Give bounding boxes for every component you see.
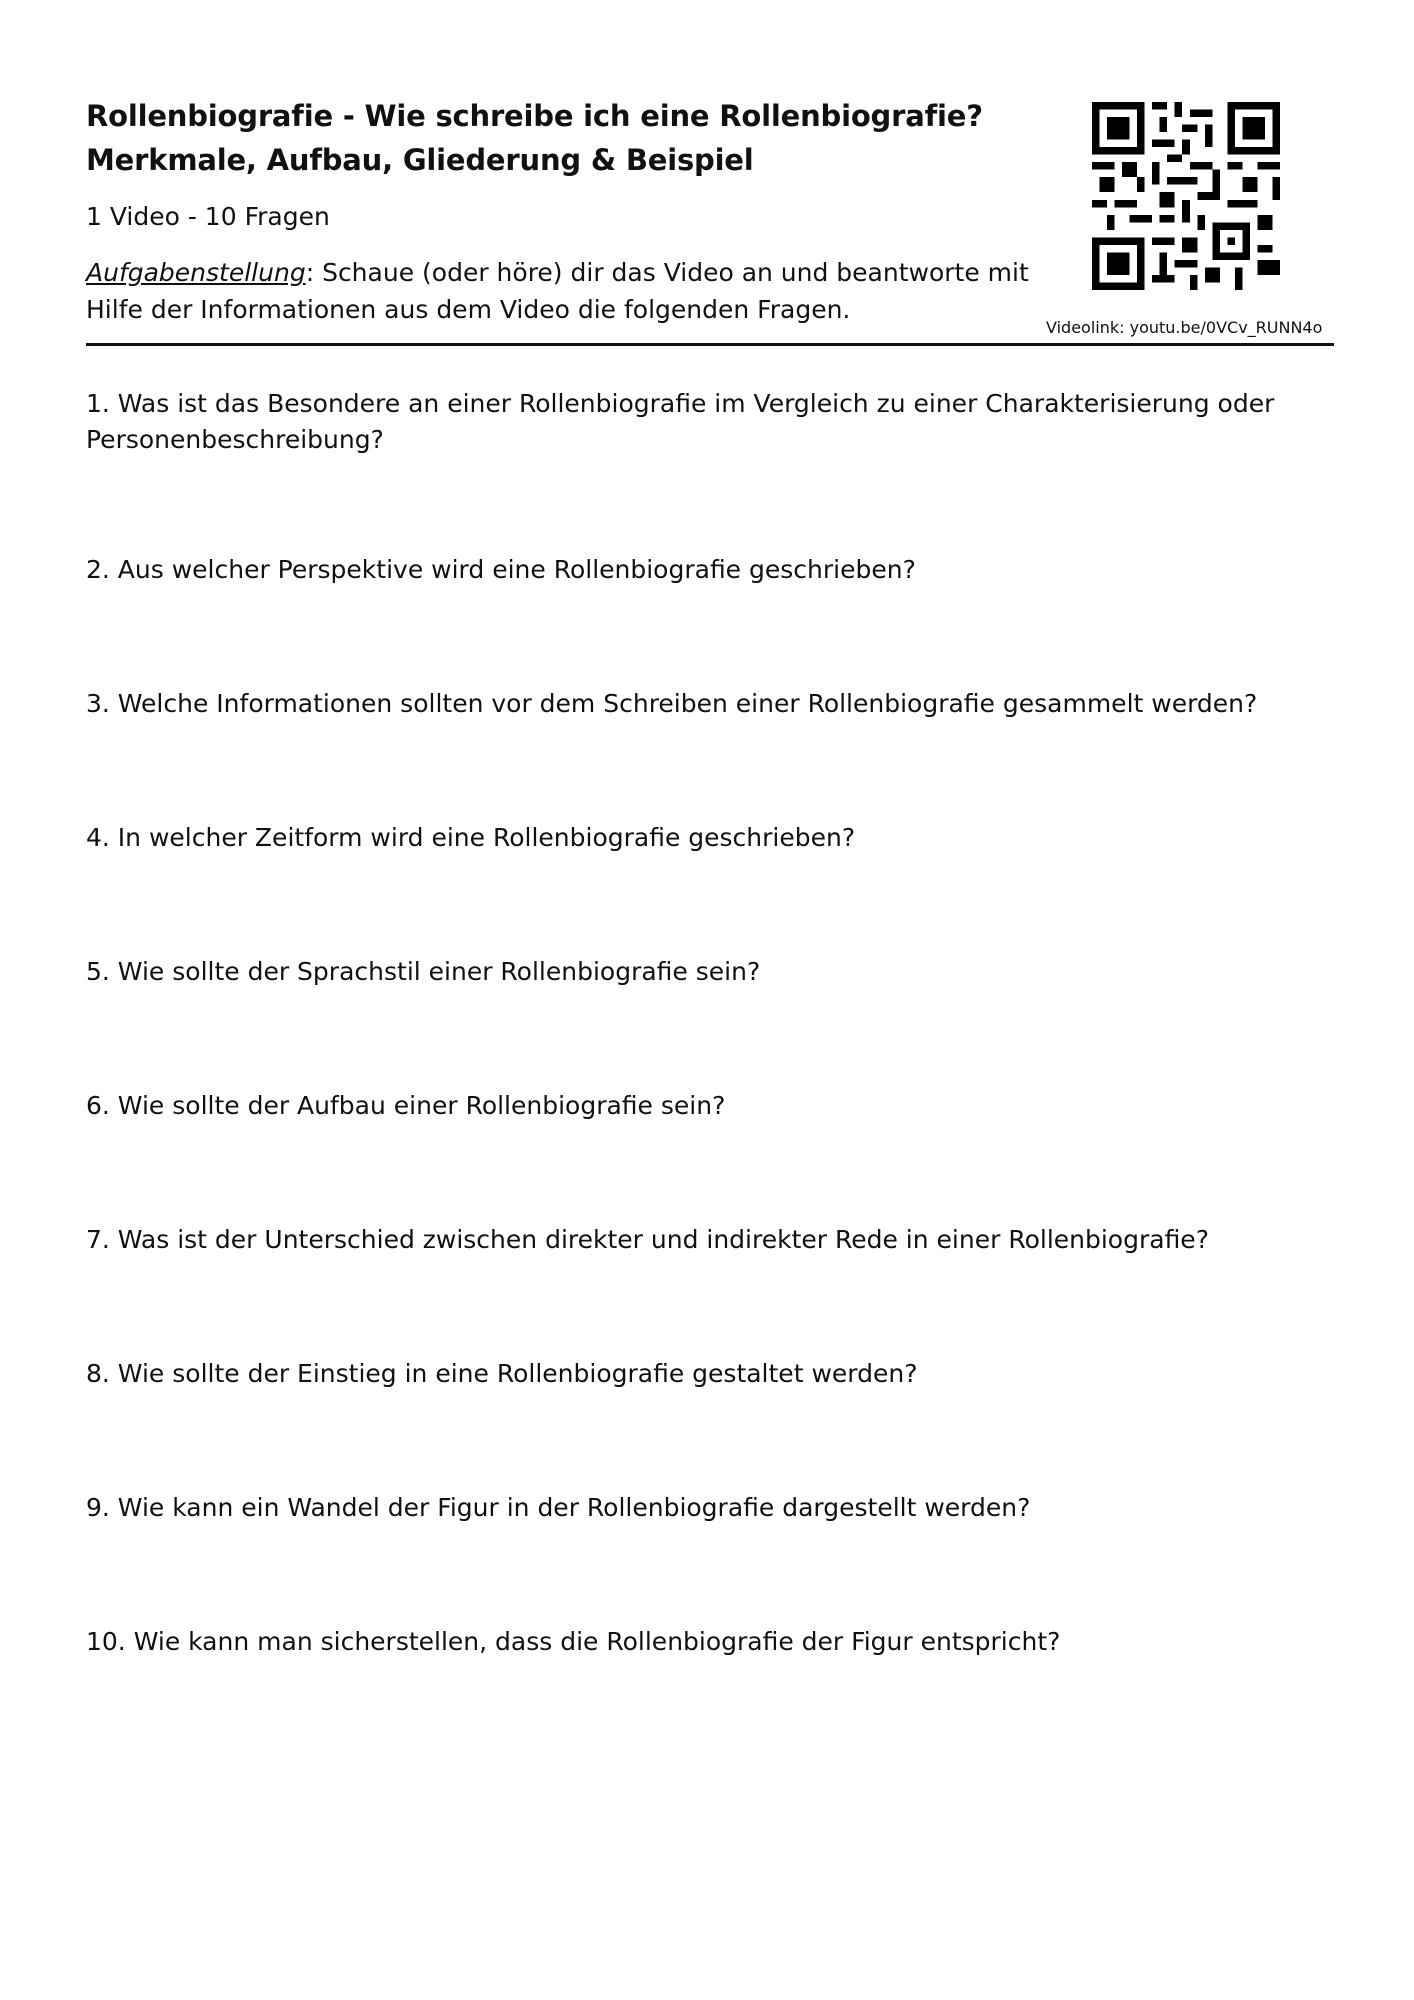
worksheet-title-line-1: Rollenbiografie - Wie schreibe ich eine Rollenbiografie? <box>86 99 983 133</box>
header-divider <box>86 343 1334 346</box>
question-6: 6. Wie sollte der Aufbau einer Rollenbiografie sein? <box>86 1091 726 1120</box>
question-9: 9. Wie kann ein Wandel der Figur in der Rollenbiografie dargestellt werden? <box>86 1493 1031 1522</box>
question-3: 3. Welche Informationen sollten vor dem Schreiben einer Rollenbiografie gesammelt werden? <box>86 689 1258 718</box>
question-7: 7. Was ist der Unterschied zwischen direkter und indirekter Rede in einer Rollenbiografie? <box>86 1225 1209 1254</box>
worksheet-subtitle: 1 Video - 10 Fragen <box>86 202 330 231</box>
question-2: 2. Aus welcher Perspektive wird eine Rollenbiografie geschrieben? <box>86 555 916 584</box>
task-text: : Schaue (oder höre) dir das Video an und beantworte mit Hilfe der Informationen aus dem Video die folgenden Fragen. <box>86 258 1029 324</box>
question-4: 4. In welcher Zeitform wird eine Rollenbiografie geschrieben? <box>86 823 856 852</box>
question-10: 10. Wie kann man sicherstellen, dass die Rollenbiografie der Figur entspricht? <box>86 1627 1061 1656</box>
video-link[interactable]: Videolink: youtu.be/0VCv_RUNN4o <box>1046 318 1323 337</box>
task-instructions <box>86 254 1046 328</box>
qr-code-icon[interactable] <box>1092 102 1280 290</box>
task-label: Aufgabenstellung <box>86 258 306 287</box>
question-1: 1. Was ist das Besondere an einer Rollenbiografie im Vergleich zu einer Charakterisierung oder Personenbeschreibung? <box>86 389 1275 454</box>
worksheet-header <box>86 94 1016 182</box>
question-8: 8. Wie sollte der Einstieg in eine Rollenbiografie gestaltet werden? <box>86 1359 918 1388</box>
worksheet-title-line-2: Merkmale, Aufbau, Gliederung & Beispiel <box>86 143 754 177</box>
question-5: 5. Wie sollte der Sprachstil einer Rollenbiografie sein? <box>86 957 761 986</box>
